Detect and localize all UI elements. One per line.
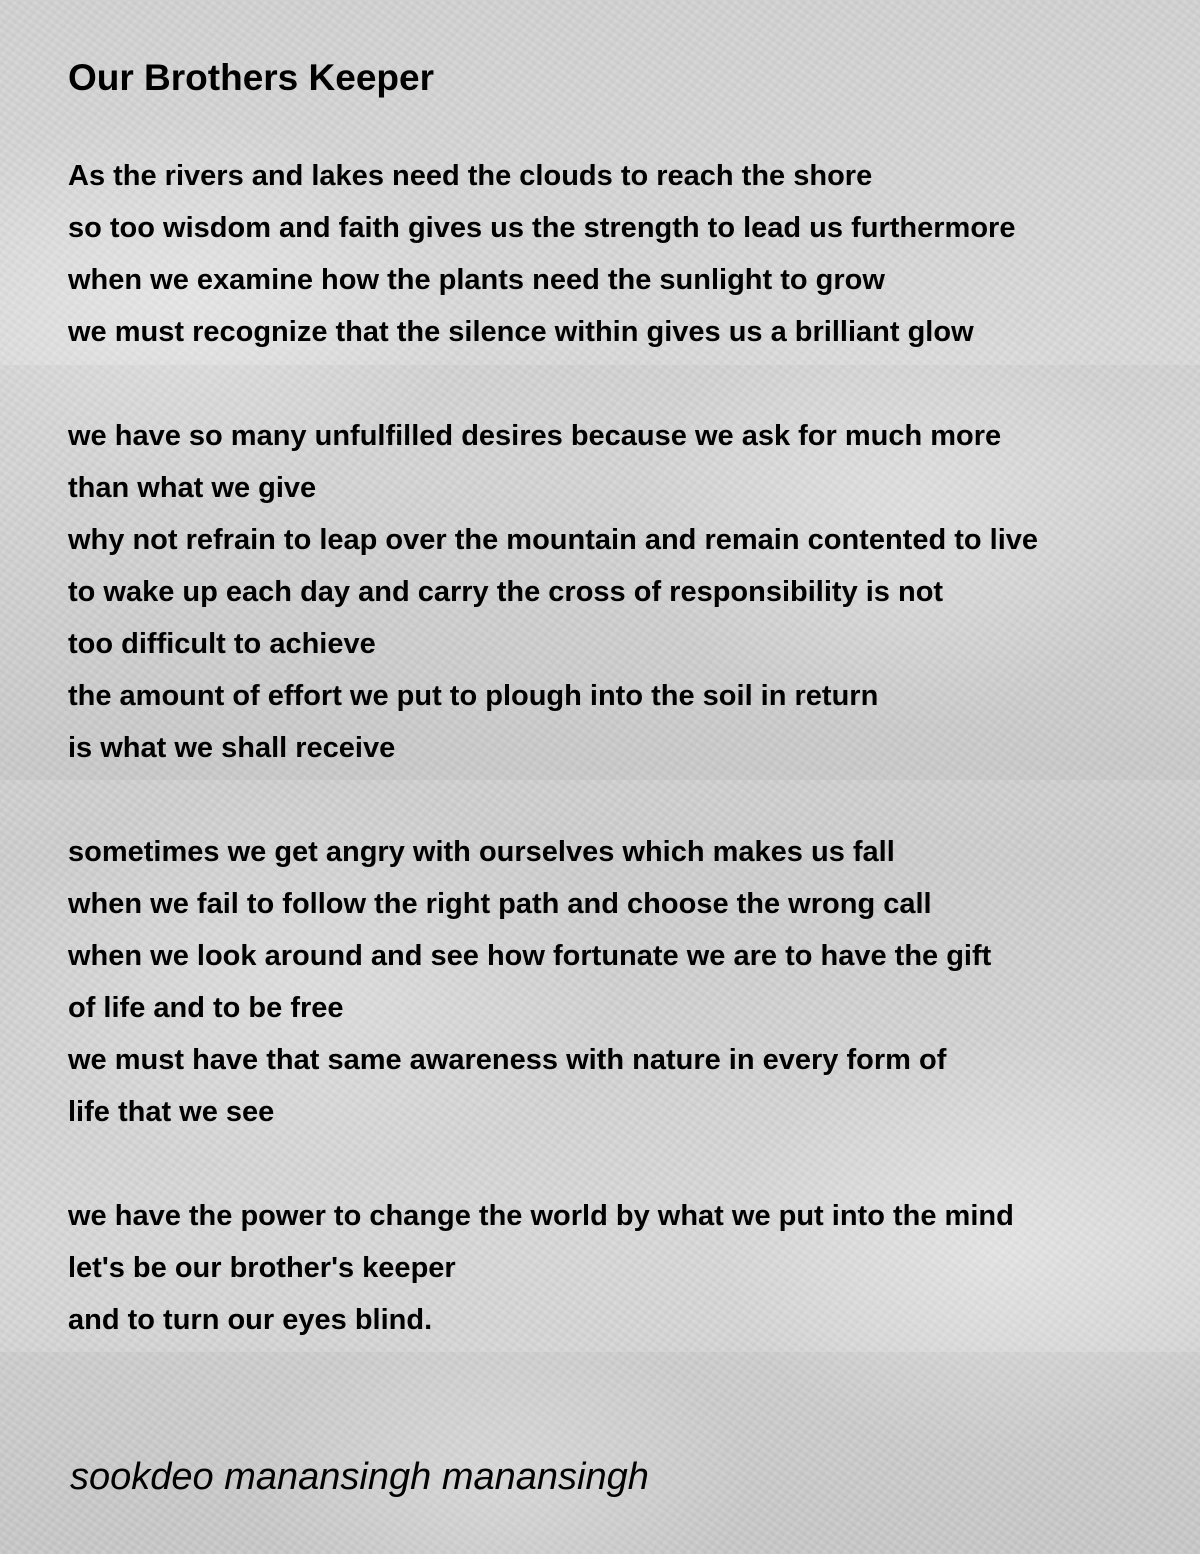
- poem-line: when we fail to follow the right path and choose the wrong call: [68, 888, 932, 920]
- poem-title: Our Brothers Keeper: [68, 57, 434, 98]
- poem-line: and to turn our eyes blind.: [68, 1304, 433, 1336]
- poem-line: we must have that same awareness with nature in every form of: [68, 1044, 947, 1076]
- poem-author: sookdeo manansingh manansingh: [70, 1456, 649, 1498]
- poem-line: than what we give: [68, 472, 317, 504]
- poem-line: when we look around and see how fortunate we are to have the gift: [68, 940, 992, 972]
- stanza-3: [68, 826, 1188, 1138]
- poem-line: we have the power to change the world by what we put into the mind: [68, 1200, 1014, 1232]
- poem-line: of life and to be free: [68, 992, 344, 1024]
- poem-line: As the rivers and lakes need the clouds to reach the shore: [68, 160, 873, 192]
- poem-line: so too wisdom and faith gives us the strength to lead us furthermore: [68, 212, 1016, 244]
- poem-line: life that we see: [68, 1096, 275, 1128]
- poem-line: let's be our brother's keeper: [68, 1252, 456, 1284]
- poem-line: sometimes we get angry with ourselves which makes us fall: [68, 836, 895, 868]
- poem-line: we have so many unfulfilled desires because we ask for much more: [68, 420, 1002, 452]
- stanza-2: [68, 410, 1188, 774]
- poem-line: the amount of effort we put to plough into the soil in return: [68, 680, 879, 712]
- poem-line: why not refrain to leap over the mountain and remain contented to live: [68, 524, 1039, 556]
- poem-body: [68, 150, 1188, 1398]
- stanza-1: [68, 150, 1188, 358]
- stanza-4: [68, 1190, 1188, 1346]
- poem-line: to wake up each day and carry the cross of responsibility is not: [68, 576, 944, 608]
- poem-line: is what we shall receive: [68, 732, 396, 764]
- poem-line: we must recognize that the silence within gives us a brilliant glow: [68, 316, 974, 348]
- poem-line: too difficult to achieve: [68, 628, 376, 660]
- poem-line: when we examine how the plants need the sunlight to grow: [68, 264, 885, 296]
